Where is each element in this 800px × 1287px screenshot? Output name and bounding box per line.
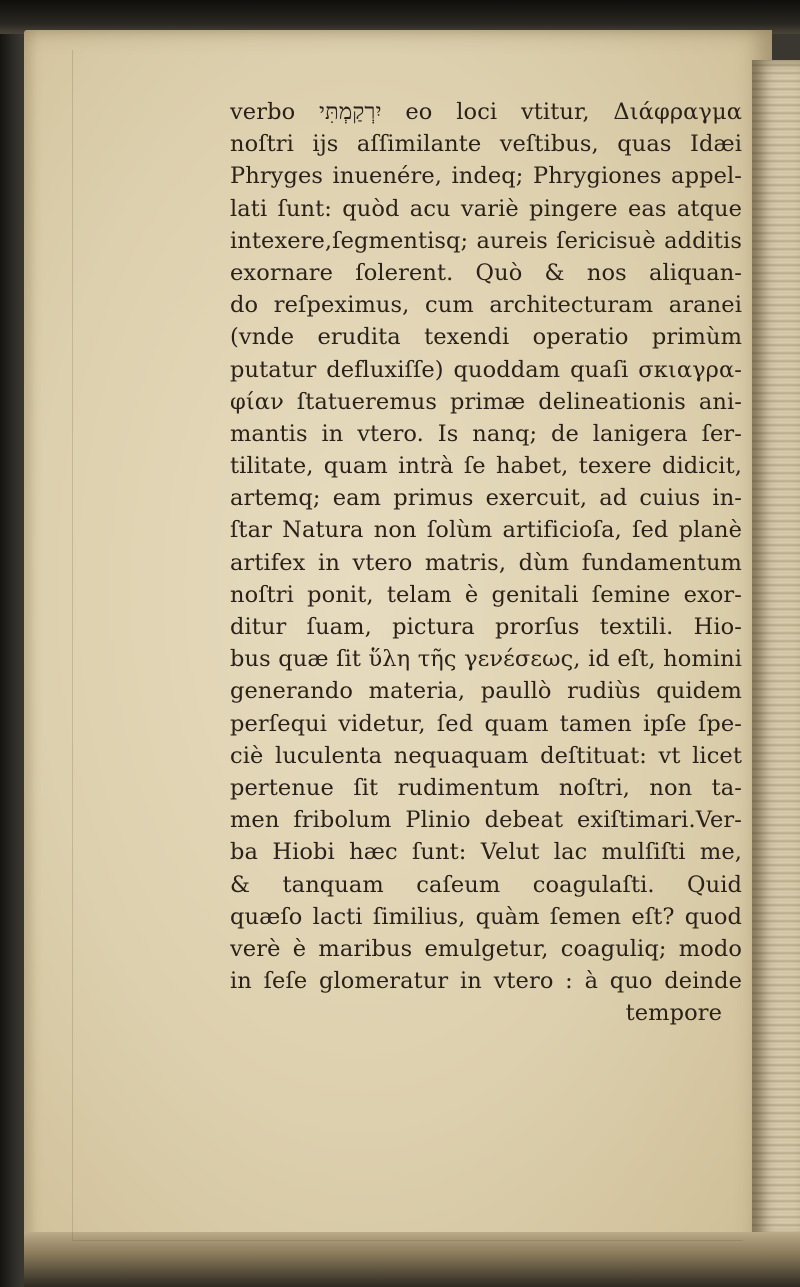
text-line: & tanquam caſeum coagulaſti. Quid: [230, 871, 742, 898]
text-line: perſequi videtur, ſed quam tamen ipſe ſpe-: [230, 710, 742, 737]
text-line: putatur defluxiſſe) quoddam quaſi σκιαγρα-: [230, 356, 742, 383]
text-line: artifex in vtero matris, dùm fundamentum: [230, 549, 742, 576]
catchword: tempore: [625, 1000, 722, 1027]
text-line: (vnde erudita texendi operatio primùm: [230, 324, 742, 351]
text-line: noſtri ponit, telam è genitali ſemine exor-: [230, 581, 742, 608]
text-line: generando materia, paullò rudiùs quidem: [230, 678, 742, 705]
text-line: noſtri ijs aſſimilante veſtibus, quas Idæi: [230, 131, 742, 158]
text-line: verbo יִרְקַמְתִּי eo loci vtitur, Διάφραγμα: [230, 99, 742, 125]
text-line: mantis in vtero. Is nanq; de lanigera ſer-: [230, 420, 742, 447]
book-fore-edge: [752, 60, 800, 1240]
text-line: tilitate, quam intrà ſe habet, texere didicit,: [230, 453, 742, 480]
text-line: φίαν ſtatueremus primæ delineationis ani-: [230, 388, 742, 415]
text-line: pertenue ſit rudimentum noſtri, non ta-: [230, 774, 742, 801]
text-line: ciè luculenta nequaquam deſtituat: vt licet: [230, 742, 742, 769]
text-line: quæſo lacti ſimilius, quàm ſemen eſt? quod: [230, 903, 742, 930]
text-line: artemq; eam primus exercuit, ad cuius in-: [230, 485, 742, 512]
text-line: ba Hiobi hæc ſunt: Velut lac mulſiſti me,: [230, 839, 742, 866]
text-line: ditur ſuam, pictura prorſus textili. Hio-: [230, 614, 742, 640]
text-line: ſtar Natura non ſolùm artificioſa, ſed planè: [230, 517, 742, 544]
text-line: Phryges inuenére, indeq; Phrygiones appel-: [230, 163, 742, 190]
text-line: bus quæ ſit ὕλη τῆς γενέσεως, id eſt, homini: [230, 646, 742, 673]
text-line: men fribolum Plinio debeat exiſtimari.Ver-: [230, 807, 742, 834]
text-line: do reſpeximus, cum architecturam aranei: [230, 292, 742, 319]
book-top-edge: [0, 0, 800, 34]
body-text: [230, 96, 742, 1029]
text-line: verè è maribus emulgetur, coaguliq; modo: [230, 935, 742, 962]
text-line: lati ſunt: quòd acu variè pingere eas atque: [230, 195, 742, 222]
text-line: intexere,ſegmentisq; aureis ſericisuè additis: [230, 227, 742, 254]
text-line: in ſeſe glomeratur in vtero : à quo deinde: [230, 968, 742, 995]
text-line: exornare ſolerent. Quò & nos aliquan-: [230, 259, 742, 286]
